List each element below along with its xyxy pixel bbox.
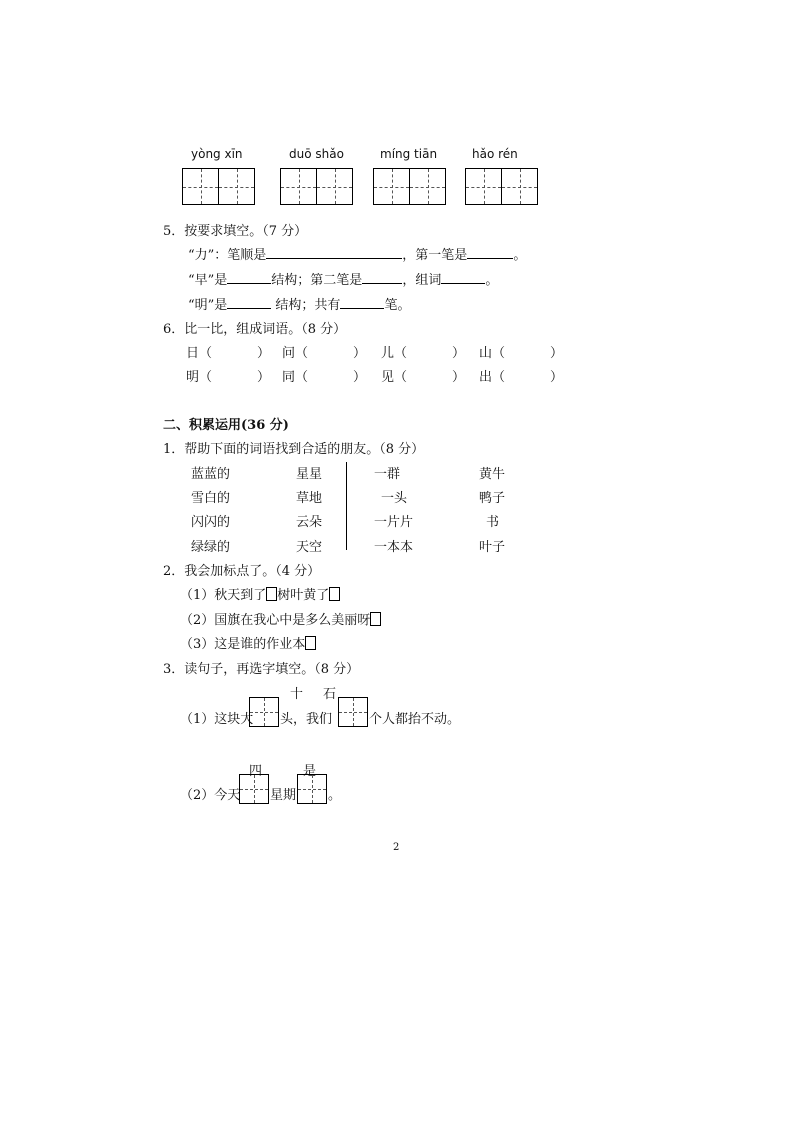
section-2-title: 二、积累运用(36 分) [163,418,289,433]
q6-r2-2: 同（ [282,370,309,385]
match-right-a-3[interactable]: 一本本 [374,540,414,555]
blank-stroke-count[interactable] [340,296,384,309]
blank-second-stroke[interactable] [362,271,402,284]
q5-line1: “力”：笔顺是 ，第一笔是 。 [188,248,527,263]
writing-box-1[interactable] [182,168,255,205]
q5-line3: “明”是 结构；共有 笔。 [188,298,411,313]
s2q2-title: 2．我会加标点了。（4 分） [163,564,321,579]
punct-box-3[interactable] [370,612,381,626]
page-number: 2 [393,842,400,853]
option-shi-ten: 十 [290,687,304,702]
q6-r1-6: 山（ [479,346,506,361]
pinyin-3: míng tiān [380,147,438,161]
option-si-four: 四 [249,764,263,779]
q6-title: 6．比一比，组成词语。（8 分） [163,322,347,337]
pinyin-4: hǎo rén [472,147,518,161]
match-left-a-0[interactable]: 蓝蓝的 [191,467,231,482]
q5-title: 5．按要求填空。（7 分） [163,224,308,239]
fill-box-1[interactable] [249,697,279,727]
s2q3-s1-b: 头，我们 [280,712,333,727]
fill-box-2[interactable] [338,697,368,727]
match-right-a-2[interactable]: 一片片 [374,515,414,530]
blank-structure-ming[interactable] [227,296,271,309]
match-right-a-1[interactable]: 一头 [381,491,408,506]
match-left-b-2[interactable]: 云朵 [296,515,323,530]
s2q1-title: 1．帮助下面的词语找到合适的朋友。（8 分） [163,442,425,457]
blank-word[interactable] [441,271,485,284]
match-left-b-0[interactable]: 星星 [296,467,323,482]
match-right-b-3[interactable]: 叶子 [479,540,506,555]
s2q3-s1-a: （1）这块大 [180,712,254,727]
pinyin-1: yòng xīn [191,147,243,161]
q6-r1-7: ） [550,346,564,361]
q6-r2-5: ） [452,370,466,385]
q6-r2-0: 明（ [186,370,213,385]
q6-r2-3: ） [353,370,367,385]
q6-r2-4: 见（ [381,370,408,385]
option-shi-is: 是 [303,764,317,779]
pinyin-2: duō shǎo [289,147,344,161]
match-right-b-1[interactable]: 鸭子 [479,491,506,506]
q6-r2-6: 出（ [479,370,506,385]
q6-r1-4: 儿（ [381,346,408,361]
match-left-b-3[interactable]: 天空 [296,540,323,555]
q6-r2-1: ） [257,370,271,385]
q6-r1-3: ） [353,346,367,361]
s2q3-s2-c: 。 [328,788,342,803]
writing-box-4[interactable] [465,168,538,205]
q5-line2: “早”是 结构；第二笔是 ，组词 。 [188,273,499,288]
blank-first-stroke[interactable] [467,246,513,259]
punct-box-2[interactable] [329,587,340,601]
match-right-b-0[interactable]: 黄牛 [479,467,506,482]
q6-r1-0: 日（ [186,346,213,361]
match-left-a-1[interactable]: 雪白的 [191,491,231,506]
q6-r1-1: ） [257,346,271,361]
q6-r2-7: ） [550,370,564,385]
blank-stroke-order[interactable] [266,246,402,259]
s2q2-item1: （1）秋天到了 树叶黄了 [180,584,340,603]
punct-box-4[interactable] [305,636,316,650]
punct-box-1[interactable] [266,587,277,601]
match-left-a-3[interactable]: 绿绿的 [191,540,231,555]
fill-box-3[interactable] [239,774,269,804]
writing-box-2[interactable] [280,168,353,205]
s2q3-title: 3．读句子，再选字填空。（8 分） [163,662,360,677]
q6-r1-5: ） [452,346,466,361]
s2q3-s2-a: （2）今天 [180,788,241,803]
s2q2-item2: （2）国旗在我心中是多么美丽呀 [180,609,381,628]
q6-r1-2: 问（ [282,346,309,361]
s2q3-s1-c: 个人都抬不动。 [369,712,461,727]
option-shi-stone: 石 [323,687,337,702]
writing-box-3[interactable] [373,168,446,205]
s2q2-item3: （3）这是谁的作业本 [180,633,316,652]
match-left-b-1[interactable]: 草地 [296,491,323,506]
match-right-b-2[interactable]: 书 [486,515,500,530]
match-left-a-2[interactable]: 闪闪的 [191,515,231,530]
s2q3-s2-b: 星期 [270,788,297,803]
fill-box-4[interactable] [297,774,327,804]
divider-line [346,462,347,550]
match-right-a-0[interactable]: 一群 [374,467,401,482]
blank-structure-zao[interactable] [227,271,271,284]
